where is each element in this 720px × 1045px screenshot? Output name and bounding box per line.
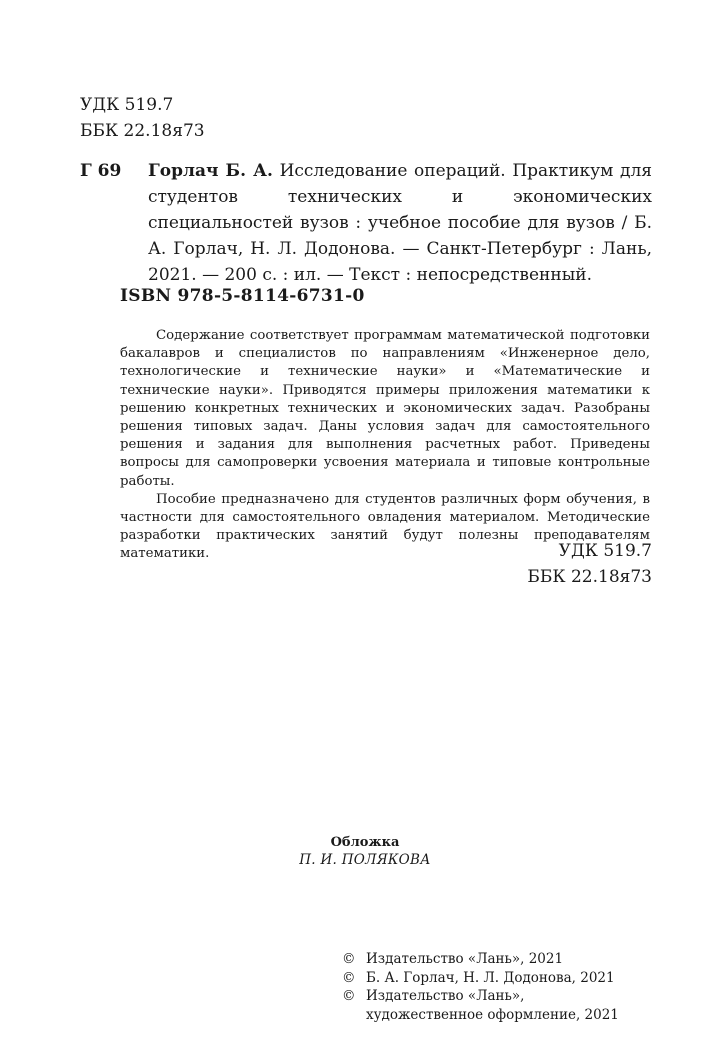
cover-credit xyxy=(0,834,720,869)
copyright-symbol: © xyxy=(342,969,356,986)
copyright-text-continued: художественное оформление, 2021 xyxy=(366,1006,619,1023)
copyright-line xyxy=(342,950,619,969)
classification-codes-top xyxy=(80,92,205,144)
cover-label: Обложка xyxy=(330,835,400,850)
classification-codes-bottom xyxy=(527,538,652,590)
annotation-paragraph: Пособие предназначено для студентов различных форм обучения, в частности для самостоятельного овладения материалом. Методические разработки практических занятий будут полезны преподавателям математики. xyxy=(120,491,650,562)
copyright-symbol: © xyxy=(342,951,356,967)
copyright-block xyxy=(342,950,619,1024)
bbk-code: ББК 22.18я73 xyxy=(527,567,652,587)
author-name: Горлач Б. А. xyxy=(148,161,273,181)
copyright-line xyxy=(342,969,619,988)
copyright-text: Издательство «Лань», 2021 xyxy=(366,951,564,967)
annotation-paragraph: Содержание соответствует программам математической подготовки бакалавров и специалистов по направлениям «Инженерное дело, технологические и технические науки» и «Математические и технические науки». Приводятся примеры приложения математики к решению конкретных технических и экономических задач. Разобраны решения типовых задач. Даны условия задач для самостоятельного решения и задания для выполнения расчетных работ. Приведены вопросы для самопроверки усвоения материала и типовые контрольные работы. xyxy=(120,328,650,489)
annotation xyxy=(120,327,650,564)
bibliographic-record xyxy=(80,158,652,288)
bibliographic-description xyxy=(148,158,652,288)
book-description: Исследование операций. Практикум для студентов технических и экономических специальностей вузов : учебное пособие для вузов / Б. А. Горлач, Н. Л. Додонова. — Санкт-Петербург : Лань, 2021. — 200 с. : ил. — Текст : непосредственный. xyxy=(148,161,653,285)
author-sign: Г 69 xyxy=(80,161,122,181)
bbk-code: ББК 22.18я73 xyxy=(80,121,205,141)
isbn: ISBN 978-5-8114-6731-0 xyxy=(120,286,365,306)
copyright-text: Издательство «Лань», xyxy=(366,988,525,1004)
copyright-text: Б. А. Горлач, Н. Л. Додонова, 2021 xyxy=(366,969,615,986)
copyright-symbol: © xyxy=(342,988,356,1004)
cover-artist: П. И. ПОЛЯКОВА xyxy=(299,852,431,868)
udk-code: УДК 519.7 xyxy=(80,95,174,115)
copyright-line xyxy=(342,987,619,1006)
udk-code: УДК 519.7 xyxy=(558,541,652,561)
